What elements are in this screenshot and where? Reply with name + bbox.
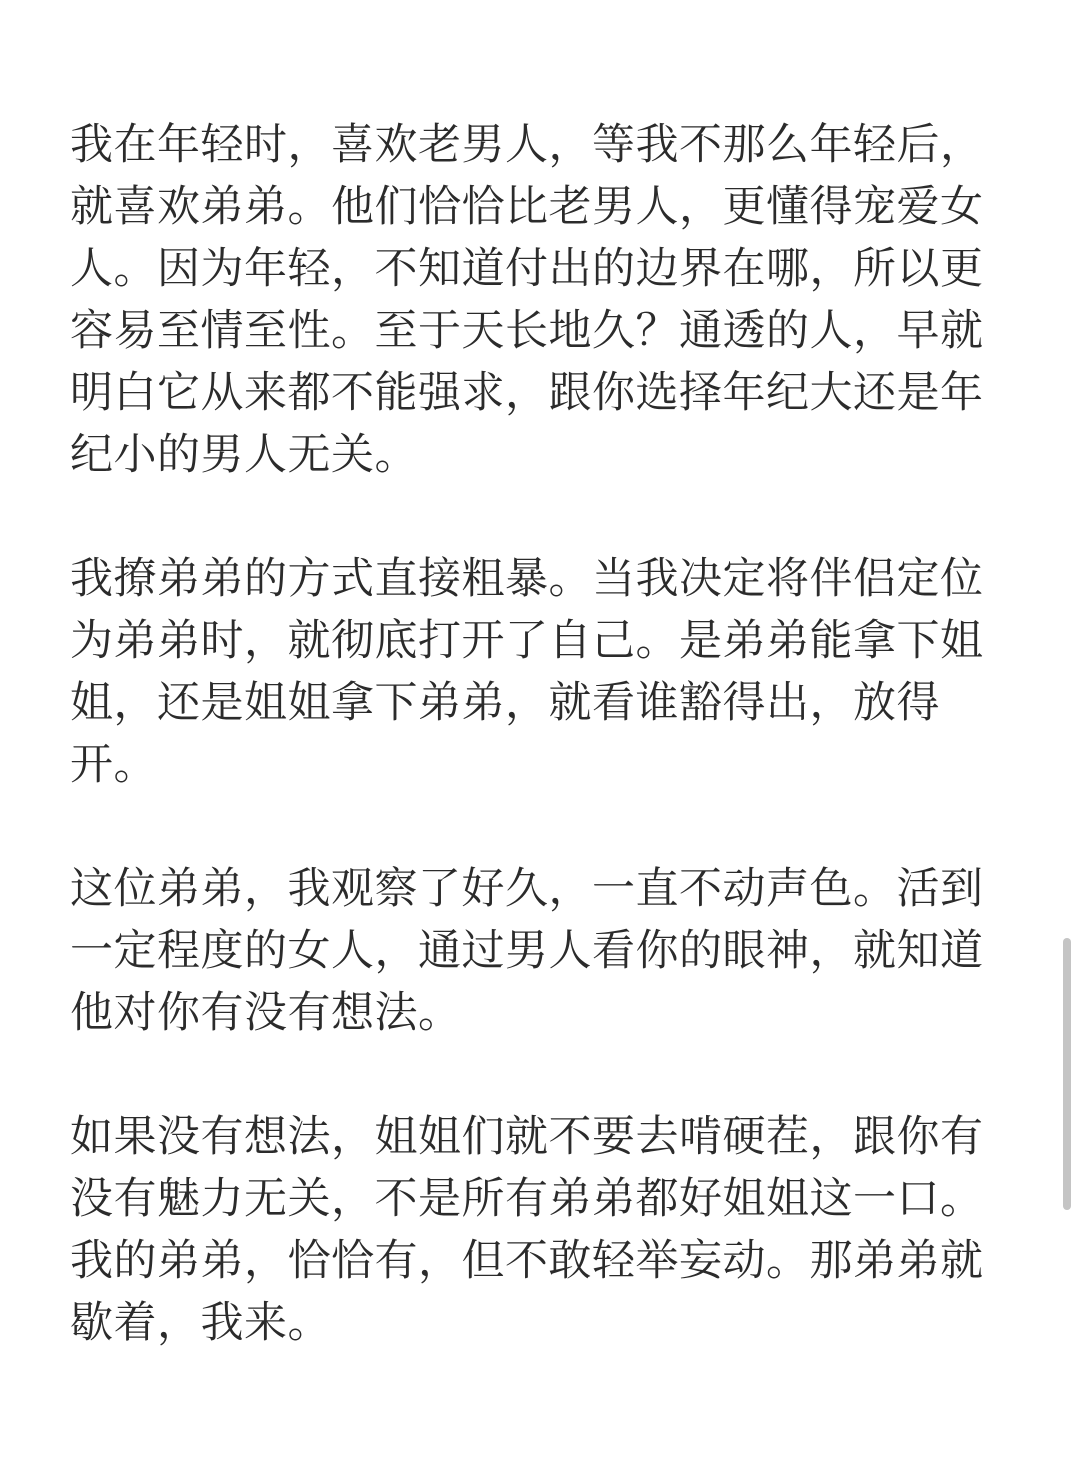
text-line: 我的弟弟，恰恰有，但不敢轻举妄动。那弟弟就	[70, 1236, 984, 1286]
text-line: 人。因为年轻，不知道付出的边界在哪，所以更	[70, 244, 984, 294]
text-line: 这位弟弟，我观察了好久，一直不动声色。活到	[70, 864, 984, 914]
text-line: 一定程度的女人，通过男人看你的眼神，就知道	[70, 926, 984, 976]
text-line: 开。	[70, 740, 157, 790]
paragraph-2	[70, 548, 1010, 796]
text-line: 如果没有想法，姐姐们就不要去啃硬茬，跟你有	[70, 1112, 984, 1162]
vertical-scrollbar[interactable]	[1063, 938, 1071, 1210]
paragraph-1	[70, 114, 1010, 486]
text-line: 容易至情至性。至于天长地久？通透的人，早就	[70, 306, 984, 356]
text-line: 歇着，我来。	[70, 1298, 331, 1348]
text-line: 为弟弟时，就彻底打开了自己。是弟弟能拿下姐	[70, 616, 984, 666]
text-line: 我撩弟弟的方式直接粗暴。当我决定将伴侣定位	[70, 554, 984, 604]
text-line: 就喜欢弟弟。他们恰恰比老男人，更懂得宠爱女	[70, 182, 984, 232]
text-line: 我在年轻时，喜欢老男人，等我不那么年轻后，	[70, 120, 984, 170]
text-line: 明白它从来都不能强求，跟你选择年纪大还是年	[70, 368, 984, 418]
text-line: 没有魅力无关，不是所有弟弟都好姐姐这一口。	[70, 1174, 984, 1224]
text-line: 纪小的男人无关。	[70, 430, 418, 480]
text-line: 姐，还是姐姐拿下弟弟，就看谁豁得出，放得	[70, 678, 940, 728]
article-body	[70, 114, 1010, 1416]
paragraph-4	[70, 1106, 1010, 1354]
text-line: 他对你有没有想法。	[70, 988, 462, 1038]
paragraph-3	[70, 858, 1010, 1044]
